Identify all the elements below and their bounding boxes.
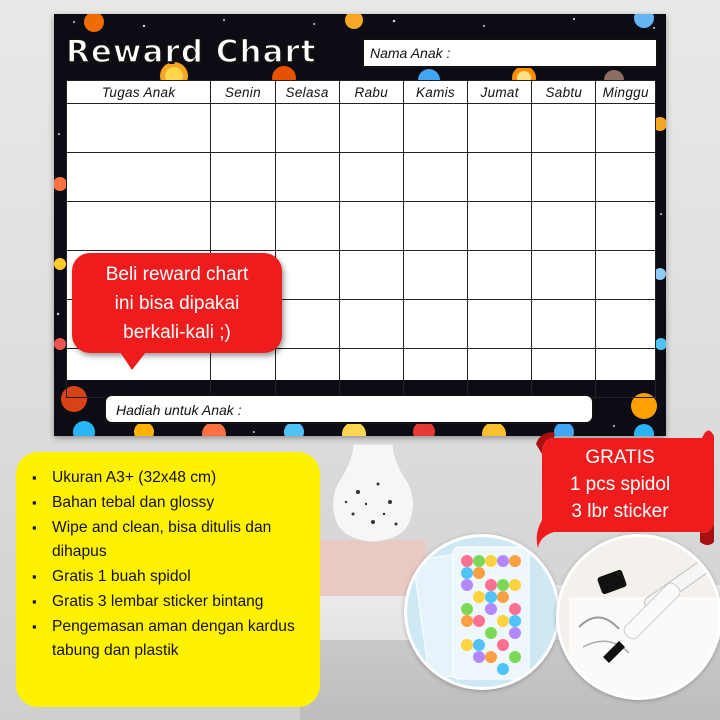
bubble-line-3: berkali-kali ;) — [123, 321, 231, 343]
star-sticker-sheets-image — [404, 534, 560, 690]
terrazzo-vase-image — [318, 442, 428, 544]
column-header-sabtu: Sabtu — [532, 81, 596, 104]
column-header-selasa: Selasa — [275, 81, 339, 104]
feature-item: ▪ Wipe and clean, bisa ditulis dan dihapus — [32, 516, 308, 564]
gratis-banner-text — [540, 444, 700, 525]
feature-item: ▪ Ukuran A3+ (32x48 cm) — [32, 466, 308, 490]
table-row — [67, 202, 656, 251]
bullet-icon: ▪ — [32, 470, 37, 485]
hadiah-untuk-anak-field: Hadiah untuk Anak : — [104, 394, 594, 424]
column-header-tugas: Tugas Anak — [67, 81, 211, 104]
bullet-icon: ▪ — [32, 495, 37, 510]
reward-chart-board — [54, 14, 666, 436]
column-header-senin: Senin — [211, 81, 275, 104]
bubble-line-2: ini bisa dipakai — [114, 292, 240, 314]
bullet-icon: ▪ — [32, 569, 37, 584]
feature-item: ▪ Gratis 3 lembar sticker bintang — [32, 590, 308, 614]
marker-illustration — [559, 537, 719, 697]
sticker-sheet-illustration — [407, 537, 557, 687]
gratis-line-2: 1 pcs spidol — [569, 474, 671, 495]
feature-item: ▪ Gratis 1 buah spidol — [32, 565, 308, 589]
speech-bubble-tail — [120, 352, 146, 370]
column-header-rabu: Rabu — [339, 81, 403, 104]
bullet-icon: ▪ — [32, 520, 37, 535]
table-row — [67, 349, 656, 398]
table-row — [67, 153, 656, 202]
table-header-row — [67, 81, 656, 104]
promo-speech-bubble — [72, 253, 282, 353]
bullet-icon: ▪ — [32, 619, 37, 634]
column-header-minggu: Minggu — [596, 81, 656, 104]
table-row — [67, 104, 656, 153]
bullet-icon: ▪ — [32, 594, 37, 609]
chart-title: Reward Chart — [66, 34, 317, 70]
gratis-line-1: GRATIS — [585, 447, 655, 468]
whiteboard-marker-image — [556, 534, 720, 700]
feature-item: ▪ Bahan tebal dan glossy — [32, 491, 308, 515]
feature-list — [32, 466, 308, 663]
bubble-line-1: Beli reward chart — [105, 263, 249, 285]
gratis-line-3: 3 lbr sticker — [571, 501, 669, 522]
column-header-jumat: Jumat — [468, 81, 532, 104]
feature-item: ▪ Pengemasan aman dengan kardus tabung dan plastik — [32, 615, 308, 663]
column-header-kamis: Kamis — [403, 81, 467, 104]
feature-list-box — [16, 452, 320, 707]
nama-anak-field: Nama Anak : — [362, 38, 658, 68]
